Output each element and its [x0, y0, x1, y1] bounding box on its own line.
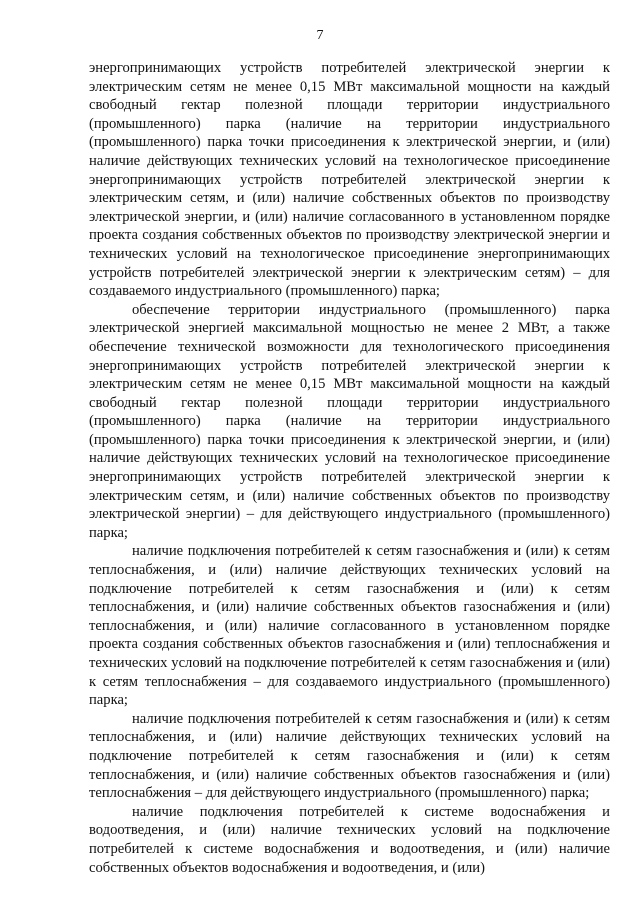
paragraph: наличие подключения потребителей к сетям газоснабжения и (или) к сетям теплоснабжения, и (или) наличие действующих технических условий на подключение потребителей к сетям газоснабжения и (или) к сетям теплоснабжения, и (или) наличие собственных объектов газоснабжения и (или) теплоснабжения, и (или) наличие согласованного в установленном порядке проекта создания собственных объектов газоснабжения и (или) теплоснабжения и технических условий на подключение потребителей к сетям газоснабжения и (или) к сетям теплоснабжения – для создаваемого индустриального (промышленного) парка;	[89, 543, 610, 709]
paragraph: наличие подключения потребителей к сетям газоснабжения и (или) к сетям теплоснабжения, и (или) наличие действующих технических условий на подключение потребителей к сетям газоснабжения и (или) к сетям теплоснабжения, и (или) наличие собственных объектов газоснабжения и (или) теплоснабжения – для действующего индустриального (промышленного) парка;	[89, 710, 610, 802]
page-number: 7	[316, 28, 324, 43]
paragraph-continuation: энергопринимающих устройств потребителей электрической энергии к электрическим сетям не менее 0,15 МВт максимальной мощности на каждый свободный гектар полезной площади территории индустриального (промышленного) парка (наличие на территории индустриального (промышленного) парка точки присоединения к электрической энергии, и (или) наличие действующих технических условий на технологическое присоединение энергопринимающих устройств потребителей электрической энергии к электрическим сетям, и (или) наличие собственных объектов по производству электрической энергии, и (или) наличие согласованного в установленном порядке проекта создания собственных объектов по производству электрической энергии и технических условий на технологическое присоединение энергопринимающих устройств потребителей электрической энергии к электрическим сетям) – для создаваемого индустриального (промышленного) парка;	[89, 60, 610, 300]
paragraph-last: наличие подключения потребителей к системе водоснабжения и водоотведения, и (или) наличие технических условий на подключение потребителей к системе водоснабжения и водоотведения, и (или) наличие собственных объектов водоснабжения и водоотведения, и (или)	[89, 803, 610, 876]
document-body	[89, 59, 610, 877]
paragraph: обеспечение территории индустриального (промышленного) парка электрической энергией максимальной мощностью не менее 2 МВт, а также обеспечение технической возможности для технологического присоединения энергопринимающих устройств потребителей электрической энергии к электрическим сетям не менее 0,15 МВт максимальной мощности на каждый свободный гектар полезной площади территории индустриального (промышленного) парка (наличие на территории индустриального (промышленного) парка точки присоединения к электрической энергии, и (или) наличие действующих технических условий на технологическое присоединение энергопринимающих устройств потребителей электрической энергии к электрическим сетям, и (или) наличие собственных объектов по производству электрической энергии) – для действующего индустриального (промышленного) парка;	[89, 301, 610, 541]
